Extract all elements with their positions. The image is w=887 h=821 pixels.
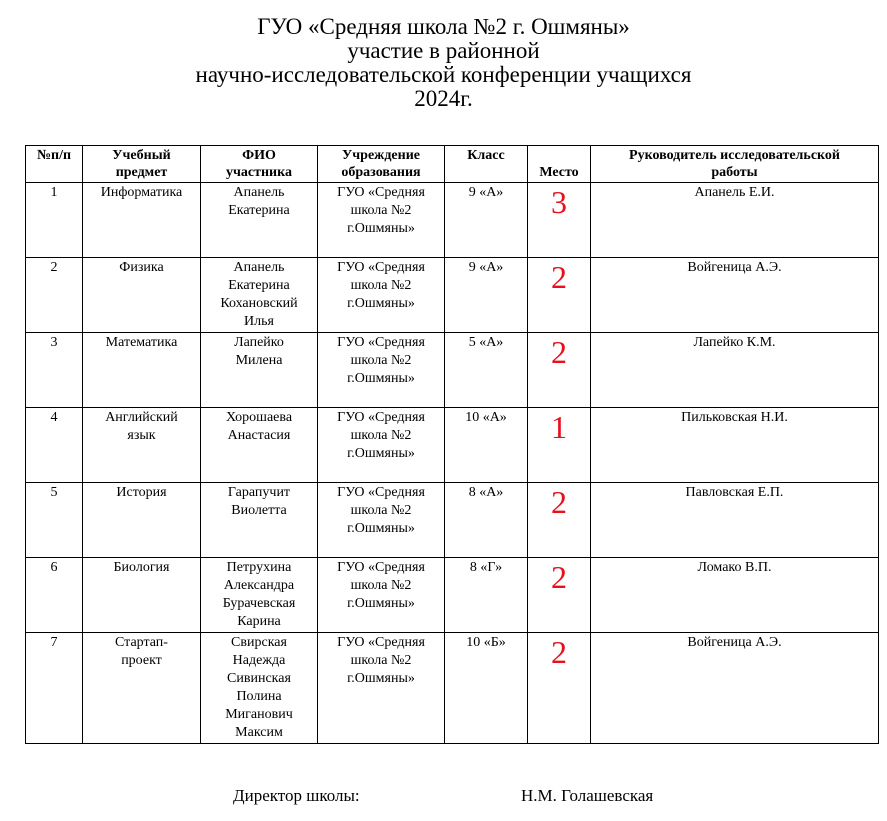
cell-num: 7 xyxy=(26,633,83,744)
subject-line: Биология xyxy=(113,560,170,575)
cell-class: 10 «Б» xyxy=(445,633,528,744)
cell-class: 8 «Г» xyxy=(445,558,528,633)
header-school: Учреждение образования xyxy=(318,146,445,183)
cell-class: 9 «А» xyxy=(445,258,528,333)
header-name: ФИО участника xyxy=(201,146,318,183)
header-subject: Учебный предмет xyxy=(83,146,201,183)
participant-line: Апанель xyxy=(233,185,285,200)
participant-line: Анастасия xyxy=(227,428,291,443)
school-line: школа №2 xyxy=(350,203,412,218)
school-line: г.Ошмяны» xyxy=(347,521,415,536)
cell-participants xyxy=(201,183,318,258)
results-table xyxy=(25,145,879,744)
table-row xyxy=(26,483,879,558)
cell-leader: Пильковская Н.И. xyxy=(591,408,879,483)
participant-line: Сивинская xyxy=(227,671,291,686)
cell-participants xyxy=(201,483,318,558)
cell-class: 8 «А» xyxy=(445,483,528,558)
header-class: Класс xyxy=(445,146,528,183)
school-line: г.Ошмяны» xyxy=(347,671,415,686)
subject-line: проект xyxy=(121,653,162,668)
participant-line: Екатерина xyxy=(228,278,290,293)
participant-line: Максим xyxy=(235,725,283,740)
participant-line: Гарапучит xyxy=(227,485,291,500)
participant-line: Надежда xyxy=(232,653,286,668)
cell-place: 2 xyxy=(528,483,591,558)
table-row xyxy=(26,258,879,333)
cell-num: 4 xyxy=(26,408,83,483)
cell-num: 1 xyxy=(26,183,83,258)
title-line-1: ГУО «Средняя школа №2 г. Ошмяны» xyxy=(257,14,630,39)
subject-line: язык xyxy=(127,428,156,443)
school-line: ГУО «Средняя xyxy=(337,485,425,500)
cell-num: 5 xyxy=(26,483,83,558)
participant-line: Петрухина xyxy=(226,560,292,575)
cell-participants xyxy=(201,333,318,408)
participant-line: Свирская xyxy=(231,635,287,650)
cell-school xyxy=(318,558,445,633)
subject-line: История xyxy=(116,485,167,500)
cell-participants xyxy=(201,258,318,333)
title-line-2: участие в районной xyxy=(347,38,540,63)
cell-place: 2 xyxy=(528,258,591,333)
cell-subject xyxy=(83,483,201,558)
director-label: Директор школы: xyxy=(233,786,360,805)
school-line: школа №2 xyxy=(350,578,412,593)
cell-leader: Лапейко К.М. xyxy=(591,333,879,408)
cell-subject xyxy=(83,258,201,333)
cell-school xyxy=(318,258,445,333)
cell-place: 3 xyxy=(528,183,591,258)
cell-class: 10 «А» xyxy=(445,408,528,483)
cell-leader: Ломако В.П. xyxy=(591,558,879,633)
subject-line: Математика xyxy=(105,335,178,350)
participant-line: Карина xyxy=(237,614,281,629)
participant-line: Бурачевская xyxy=(222,596,296,611)
cell-class: 9 «А» xyxy=(445,183,528,258)
cell-num: 6 xyxy=(26,558,83,633)
title-line-3: научно-исследовательской конференции учащихся xyxy=(195,62,692,87)
school-line: г.Ошмяны» xyxy=(347,446,415,461)
school-line: г.Ошмяны» xyxy=(347,371,415,386)
table-row xyxy=(26,408,879,483)
participant-line: Илья xyxy=(244,314,274,329)
participant-line: Виолетта xyxy=(231,503,287,518)
participant-line: Екатерина xyxy=(228,203,290,218)
school-line: ГУО «Средняя xyxy=(337,335,425,350)
school-line: школа №2 xyxy=(350,278,412,293)
cell-leader: Павловская Е.П. xyxy=(591,483,879,558)
header-place: Место xyxy=(528,146,591,183)
cell-place: 2 xyxy=(528,633,591,744)
participant-line: Александра xyxy=(223,578,295,593)
cell-school xyxy=(318,333,445,408)
subject-line: Английский xyxy=(105,410,178,425)
participant-line: Кохановский xyxy=(220,296,298,311)
director-name: Н.М. Голашевская xyxy=(521,786,654,805)
school-line: ГУО «Средняя xyxy=(337,635,425,650)
cell-school xyxy=(318,483,445,558)
cell-place: 1 xyxy=(528,408,591,483)
cell-num: 2 xyxy=(26,258,83,333)
cell-leader: Войгеница А.Э. xyxy=(591,633,879,744)
participant-line: Хорошаева xyxy=(225,410,293,425)
table-row xyxy=(26,333,879,408)
school-line: ГУО «Средняя xyxy=(337,260,425,275)
school-line: школа №2 xyxy=(350,503,412,518)
document-title xyxy=(0,15,887,111)
cell-school xyxy=(318,633,445,744)
table-header-row xyxy=(26,146,879,183)
table-row xyxy=(26,558,879,633)
school-line: школа №2 xyxy=(350,353,412,368)
cell-leader: Войгеница А.Э. xyxy=(591,258,879,333)
cell-subject xyxy=(83,333,201,408)
school-line: г.Ошмяны» xyxy=(347,221,415,236)
table-row xyxy=(26,183,879,258)
participant-line: Милена xyxy=(235,353,283,368)
cell-class: 5 «А» xyxy=(445,333,528,408)
participant-line: Полина xyxy=(236,689,282,704)
participant-line: Лапейко xyxy=(234,335,284,350)
cell-subject xyxy=(83,558,201,633)
header-leader: Руководитель исследовательской работы xyxy=(591,146,879,183)
table-row xyxy=(26,633,879,744)
cell-school xyxy=(318,183,445,258)
school-line: ГУО «Средняя xyxy=(337,410,425,425)
table-body xyxy=(26,183,879,744)
cell-num: 3 xyxy=(26,333,83,408)
cell-subject xyxy=(83,633,201,744)
cell-participants xyxy=(201,633,318,744)
school-line: ГУО «Средняя xyxy=(337,560,425,575)
school-line: школа №2 xyxy=(350,653,412,668)
school-line: г.Ошмяны» xyxy=(347,596,415,611)
subject-line: Физика xyxy=(119,260,164,275)
participant-line: Миганович xyxy=(225,707,293,722)
cell-place: 2 xyxy=(528,333,591,408)
school-line: школа №2 xyxy=(350,428,412,443)
cell-subject xyxy=(83,183,201,258)
header-num: №п/п xyxy=(26,146,83,183)
cell-participants xyxy=(201,408,318,483)
subject-line: Информатика xyxy=(100,185,183,200)
cell-school xyxy=(318,408,445,483)
school-line: ГУО «Средняя xyxy=(337,185,425,200)
cell-subject xyxy=(83,408,201,483)
cell-place: 2 xyxy=(528,558,591,633)
cell-participants xyxy=(201,558,318,633)
subject-line: Стартап- xyxy=(115,635,168,650)
title-line-4: 2024г. xyxy=(414,86,473,111)
cell-leader: Апанель Е.И. xyxy=(591,183,879,258)
participant-line: Апанель xyxy=(233,260,285,275)
school-line: г.Ошмяны» xyxy=(347,296,415,311)
